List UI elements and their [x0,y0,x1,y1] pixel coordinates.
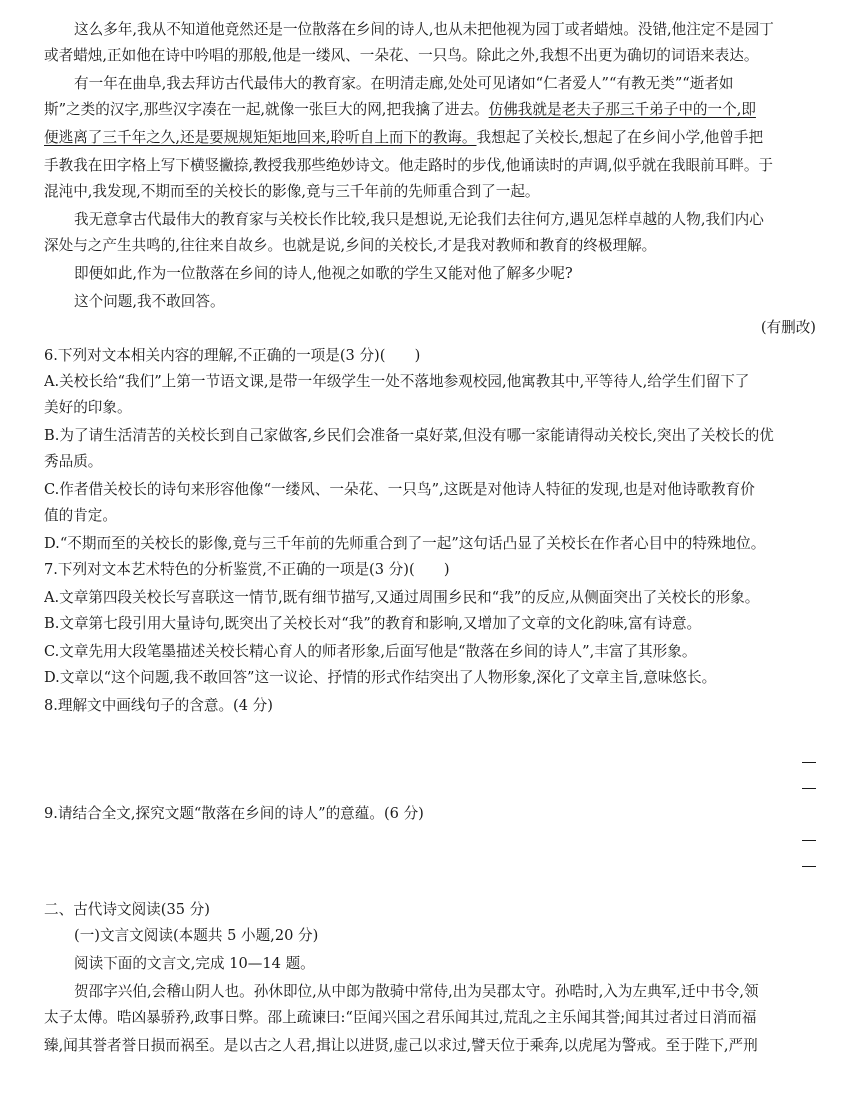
option-text: C.文章先用大段笔墨描述关校长精心育人的师者形象,后面写他是“散落在乡间的诗人”,丰富了其形象。 [44,643,697,660]
subsection-heading: (一)文言文阅读(本题共 5 小题,20 分) [74,927,319,944]
option-text: D.文章以“这个问题,我不敢回答”这一议论、抒情的形式作结突出了人物形象,深化了文章主旨,意味悠长。 [44,669,717,686]
passage-line: 深处与之产生共鸣的,往往来自故乡。也就是说,乡间的关校长,才是我对教师和教育的终极理解。 [44,237,657,254]
option-text: 值的肯定。 [44,507,117,524]
option-text: A.文章第四段关校长写喜联这一情节,既有细节描写,又通过周围乡民和“我”的反应,从侧面突出了关校长的形象。 [44,589,760,606]
question-6-stem: 6.下列对文本相关内容的理解,不正确的一项是(3 分)( ) [44,347,421,364]
passage-line: 即便如此,作为一位散落在乡间的诗人,他视之如歌的学生又能对他了解多少呢? [74,265,573,282]
section-heading: 二、古代诗文阅读(35 分) [44,901,210,918]
underlined-sentence: 便逃离了三千年之久,还是要规规矩矩地回来,聆听自上而下的教诲。 [44,129,477,146]
classical-text-line: 臻,闻其誉者誉日损而祸至。是以古之人君,揖让以进贤,虚己以求过,譬天位于乘奔,以虎尾为警戒。至于陛下,严刑 [44,1037,758,1054]
option-text: B.为了请生活清苦的关校长到自己家做客,乡民们会准备一桌好菜,但没有哪一家能请得动关校长,突出了关校长的优 [44,427,774,444]
passage-line: 混沌中,我发现,不期而至的关校长的影像,竟与三千年前的先师重合到了一起。 [44,183,540,200]
option-text: 美好的印象。 [44,399,132,416]
instruction-text: 阅读下面的文言文,完成 10—14 题。 [74,955,315,972]
option-text: A.关校长给“我们”上第一节语文课,是带一年级学生一处不落地参观校园,他寓教其中,平等待人,给学生们留下了 [44,373,750,390]
passage-line: 我无意拿古代最伟大的教育家与关校长作比较,我只是想说,无论我们去往何方,遇见怎样卓越的人物,我们内心 [74,211,764,228]
passage-line: 便逃离了三千年之久,还是要规规矩矩地回来,聆听自上而下的教诲。我想起了关校长,想起了在乡间小学,他曾手把 [44,129,764,146]
question-9-stem: 9.请结合全文,探究文题“散落在乡间的诗人”的意蕴。(6 分) [44,805,424,822]
answer-line[interactable] [802,788,816,789]
answer-line[interactable] [802,840,816,841]
option-text: 秀品质。 [44,453,103,470]
question-8-stem: 8.理解文中画线句子的含意。(4 分) [44,697,273,714]
classical-text-line: 贺邵字兴伯,会稽山阴人也。孙休即位,从中郎为散骑中常侍,出为吴郡太守。孙晧时,入为左典军,迁中书令,领 [74,983,759,1000]
passage-line: 手教我在田字格上写下横竖撇捺,教授我那些绝妙诗文。他走路时的步伐,他诵读时的声调,似乎就在我眼前耳畔。于 [44,157,774,174]
option-text: D.“不期而至的关校长的影像,竟与三千年前的先师重合到了一起”这句话凸显了关校长在作者心目中的特殊地位。 [44,535,766,552]
passage-line: 或者蜡烛,正如他在诗中吟唱的那般,他是一缕风、一朵花、一只鸟。除此之外,我想不出更为确切的词语来表达。 [44,47,759,64]
option-text: B.文章第七段引用大量诗句,既突出了关校长对“我”的教育和影响,又增加了文章的文化韵味,富有诗意。 [44,615,702,632]
classical-text-line: 太子太傅。晧凶暴骄矜,政事日弊。邵上疏谏曰:“臣闻兴国之君乐闻其过,荒乱之主乐闻其誉;闻其过者过日消而福 [44,1009,757,1026]
question-7-stem: 7.下列对文本艺术特色的分析鉴赏,不正确的一项是(3 分)( ) [44,561,450,578]
passage-line: 斯”之类的汉字,那些汉字凑在一起,就像一张巨大的网,把我擒了进去。仿佛我就是老夫子那三千弟子中的一个,即 [44,101,756,118]
option-text: C.作者借关校长的诗句来形容他像“一缕风、一朵花、一只鸟”,这既是对他诗人特征的发现,也是对他诗歌教育价 [44,481,755,498]
answer-line[interactable] [802,762,816,763]
passage-line: 有一年在曲阜,我去拜访古代最伟大的教育家。在明清走廊,处处可见诸如“仁者爱人”“有教无类”“逝者如 [74,75,734,92]
source-note: (有删改) [760,319,816,336]
underlined-sentence: 仿佛我就是老夫子那三千弟子中的一个,即 [488,101,756,118]
passage-line: 这个问题,我不敢回答。 [74,293,225,310]
answer-line[interactable] [802,866,816,867]
passage-line: 这么多年,我从不知道他竟然还是一位散落在乡间的诗人,也从未把他视为园丁或者蜡烛。没错,他注定不是园丁 [74,21,774,38]
